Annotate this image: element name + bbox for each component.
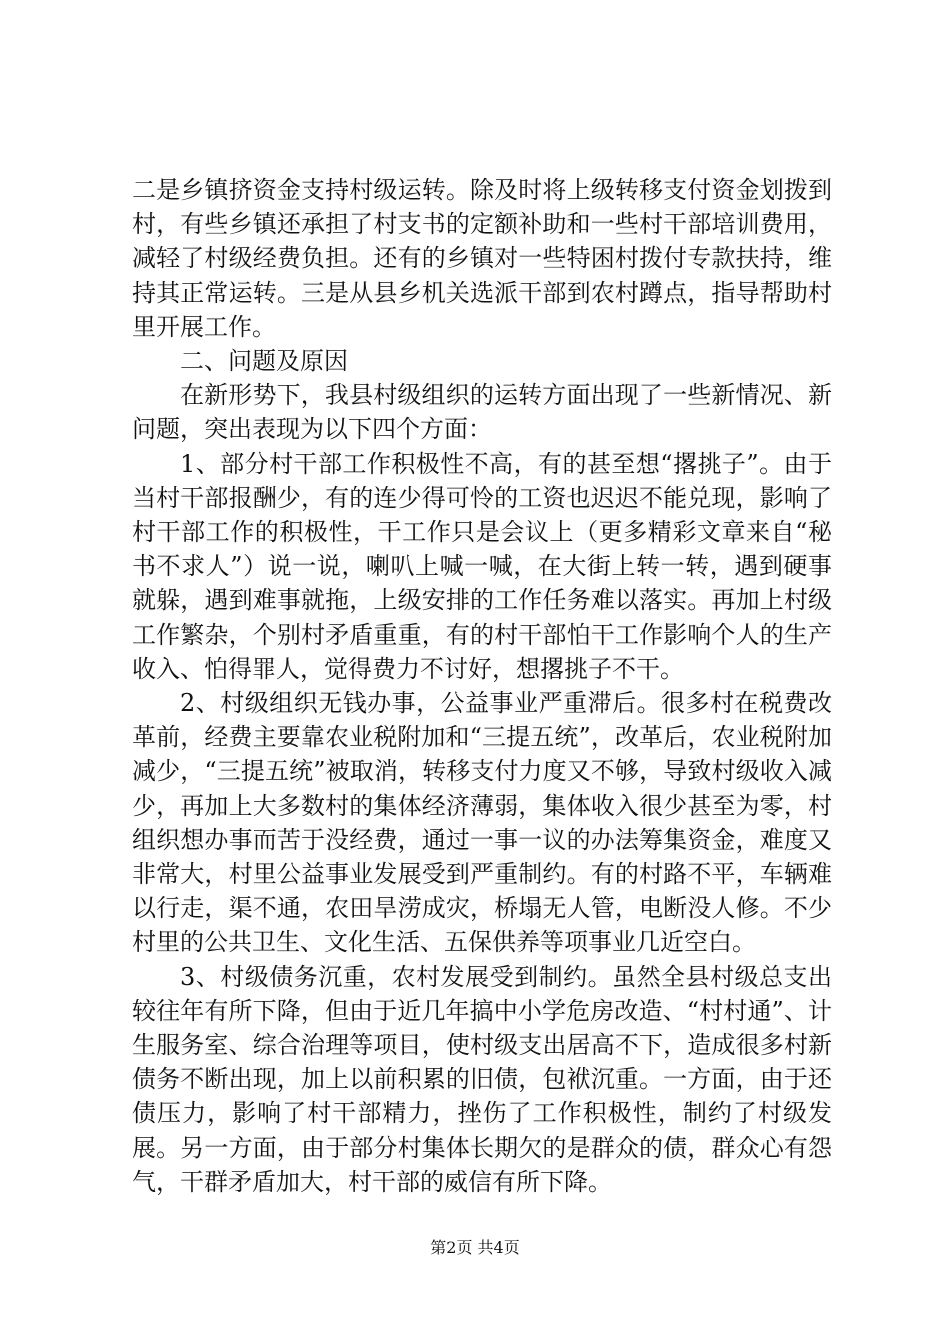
paragraph-intro: 在新形势下，我县村级组织的运转方面出现了一些新情况、新问题，突出表现为以下四个方面： xyxy=(132,381,832,444)
paragraph-point-3: 3、村级债务沉重，农村发展受到制约。虽然全县村级总支出较往年有所下降，但由于近几年搞中小学危房改造、“村村通”、计生服务室、综合治理等项目，使村级支出居高不下，造成很多村新债务不断出现，加上以前积累的旧债，包袱沉重。一方面，由于还债压力，影响了村干部精力，挫伤了工作积极性，制约了村级发展。另一方面，由于部分村集体长期欠的是群众的债，群众心有怨气，干群矛盾加大，村干部的威信有所下降。 xyxy=(132,962,832,1196)
page-number-footer: 第2页 共4页 xyxy=(430,1238,520,1257)
section-heading: 二、问题及原因 xyxy=(180,347,348,376)
document-body xyxy=(132,173,832,1199)
paragraph-point-1: 1、部分村干部工作积极性不高，有的甚至想“撂挑子”。由于当村干部报酬少，有的连少得可怜的工资也迟迟不能兑现，影响了村干部工作的积极性，干工作只是会议上（更多精彩文章来自“秘书不求人”）说一说，喇叭上喊一喊，在大街上转一转，遇到硬事就躲，遇到难事就拖，上级安排的工作任务难以落实。再加上村级工作繁杂，个别村矛盾重重，有的村干部怕干工作影响个人的生产收入、怕得罪人，觉得费力不讨好，想撂挑子不干。 xyxy=(132,449,832,683)
paragraph-continuation: 二是乡镇挤资金支持村级运转。除及时将上级转移支付资金划拨到村，有些乡镇还承担了村支书的定额补助和一些村干部培训费用，减轻了村级经费负担。还有的乡镇对一些特困村拨付专款扶持，维持其正常运转。三是从县乡机关选派干部到农村蹲点，指导帮助村里开展工作。 xyxy=(132,176,832,341)
paragraph-point-2: 2、村级组织无钱办事，公益事业严重滞后。很多村在税费改革前，经费主要靠农业税附加和“三提五统”，改革后，农业税附加减少，“三提五统”被取消，转移支付力度又不够，导致村级收入减少，再加上大多数村的集体经济薄弱，集体收入很少甚至为零，村组织想办事而苦于没经费，通过一事一议的办法筹集资金，难度又非常大，村里公益事业发展受到严重制约。有的村路不平，车辆难以行走，渠不通，农田旱涝成灾，桥塌无人管，电断没人修。不少村里的公共卫生、文化生活、五保供养等项事业几近空白。 xyxy=(132,689,832,957)
